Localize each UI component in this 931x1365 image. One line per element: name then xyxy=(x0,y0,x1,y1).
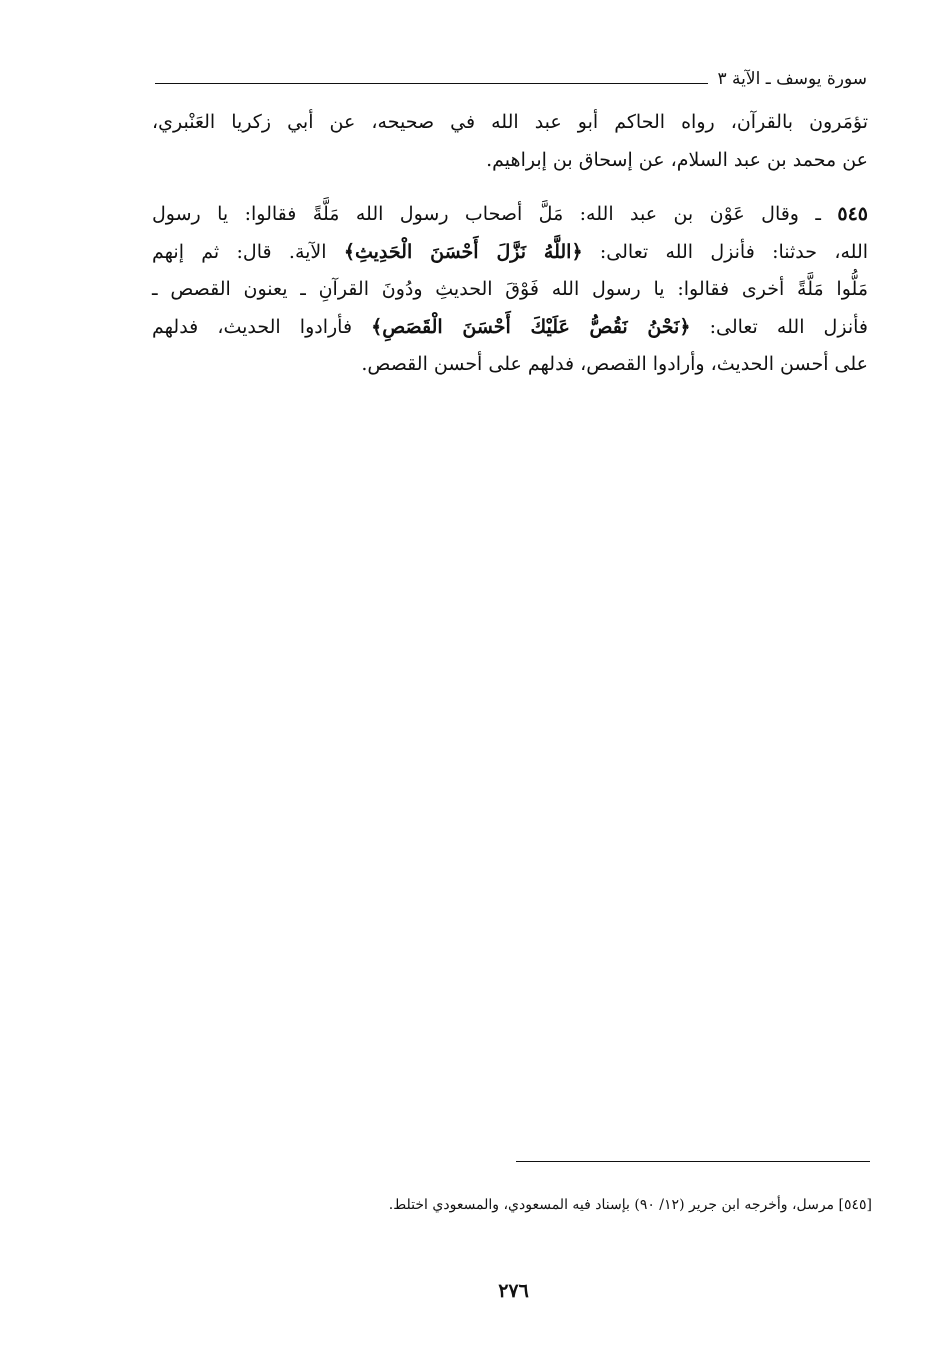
main-text xyxy=(152,104,868,384)
quran-verse-1: ﴿اللَّهُ نَزَّلَ أَحْسَنَ الْحَدِيثِ﴾ xyxy=(343,240,583,263)
page-number xyxy=(0,1280,931,1302)
page-number-text: ٢٧٦ xyxy=(498,1280,529,1302)
paragraph-2-line-3: مَلُّوا مَلَّةً أخرى فقالوا: يا رسول الله فَوْقَ الحديثِ ودُونَ القرآنِ ـ يعنون القصص ـ xyxy=(152,278,868,300)
paragraph-2-line-4-post: فأرادوا الحديث، فدلهم xyxy=(152,315,353,338)
paragraph-2-line-2-pre: الله، حدثنا: فأنزل الله تعالى: xyxy=(599,240,869,263)
paragraph-2-line-2-post: الآية. قال: ثم إنهم xyxy=(152,240,327,263)
paragraph-2-line-4-pre: فأنزل الله تعالى: xyxy=(709,315,869,338)
running-header-title: سورة يوسف ـ الآية ٣ xyxy=(717,69,867,89)
paragraph-2-line-5: على أحسن الحديث، وأرادوا القصص، فدلهم على أحسن القصص. xyxy=(361,353,868,375)
paragraph-2-line-1-text: ـ وقال عَوْن بن عبد الله: مَلَّ أصحاب رسول الله مَلَّةً فقالوا: يا رسول xyxy=(152,203,821,225)
hadith-number: ٥٤٥ xyxy=(837,203,869,225)
paragraph-2-line-4 xyxy=(152,309,868,347)
paragraph-1-line-2: عن محمد بن عبد السلام، عن إسحاق بن إبراهيم. xyxy=(486,148,868,171)
header-rule xyxy=(155,83,708,84)
paragraph-gap xyxy=(152,179,868,196)
footnote: [٥٤٥] مرسل، وأخرجه ابن جرير (١٢/ ٩٠) بإسناد فيه المسعودي، والمسعودي اختلط. xyxy=(388,1197,872,1213)
quran-verse-2: ﴿نَحْنُ نَقُصُّ عَلَيْكَ أَحْسَنَ الْقَصَصِ﴾ xyxy=(371,315,691,338)
running-header xyxy=(155,66,867,90)
paragraph-1-line-1: تؤمَرون بالقرآن، رواه الحاكم أبو عبد الله في صحيحه، عن أبي زكريا العَنْبري، xyxy=(152,111,868,133)
paragraph-2-line-2 xyxy=(152,234,868,272)
paragraph-2-line-1 xyxy=(152,196,868,234)
footnote-separator xyxy=(516,1161,870,1162)
